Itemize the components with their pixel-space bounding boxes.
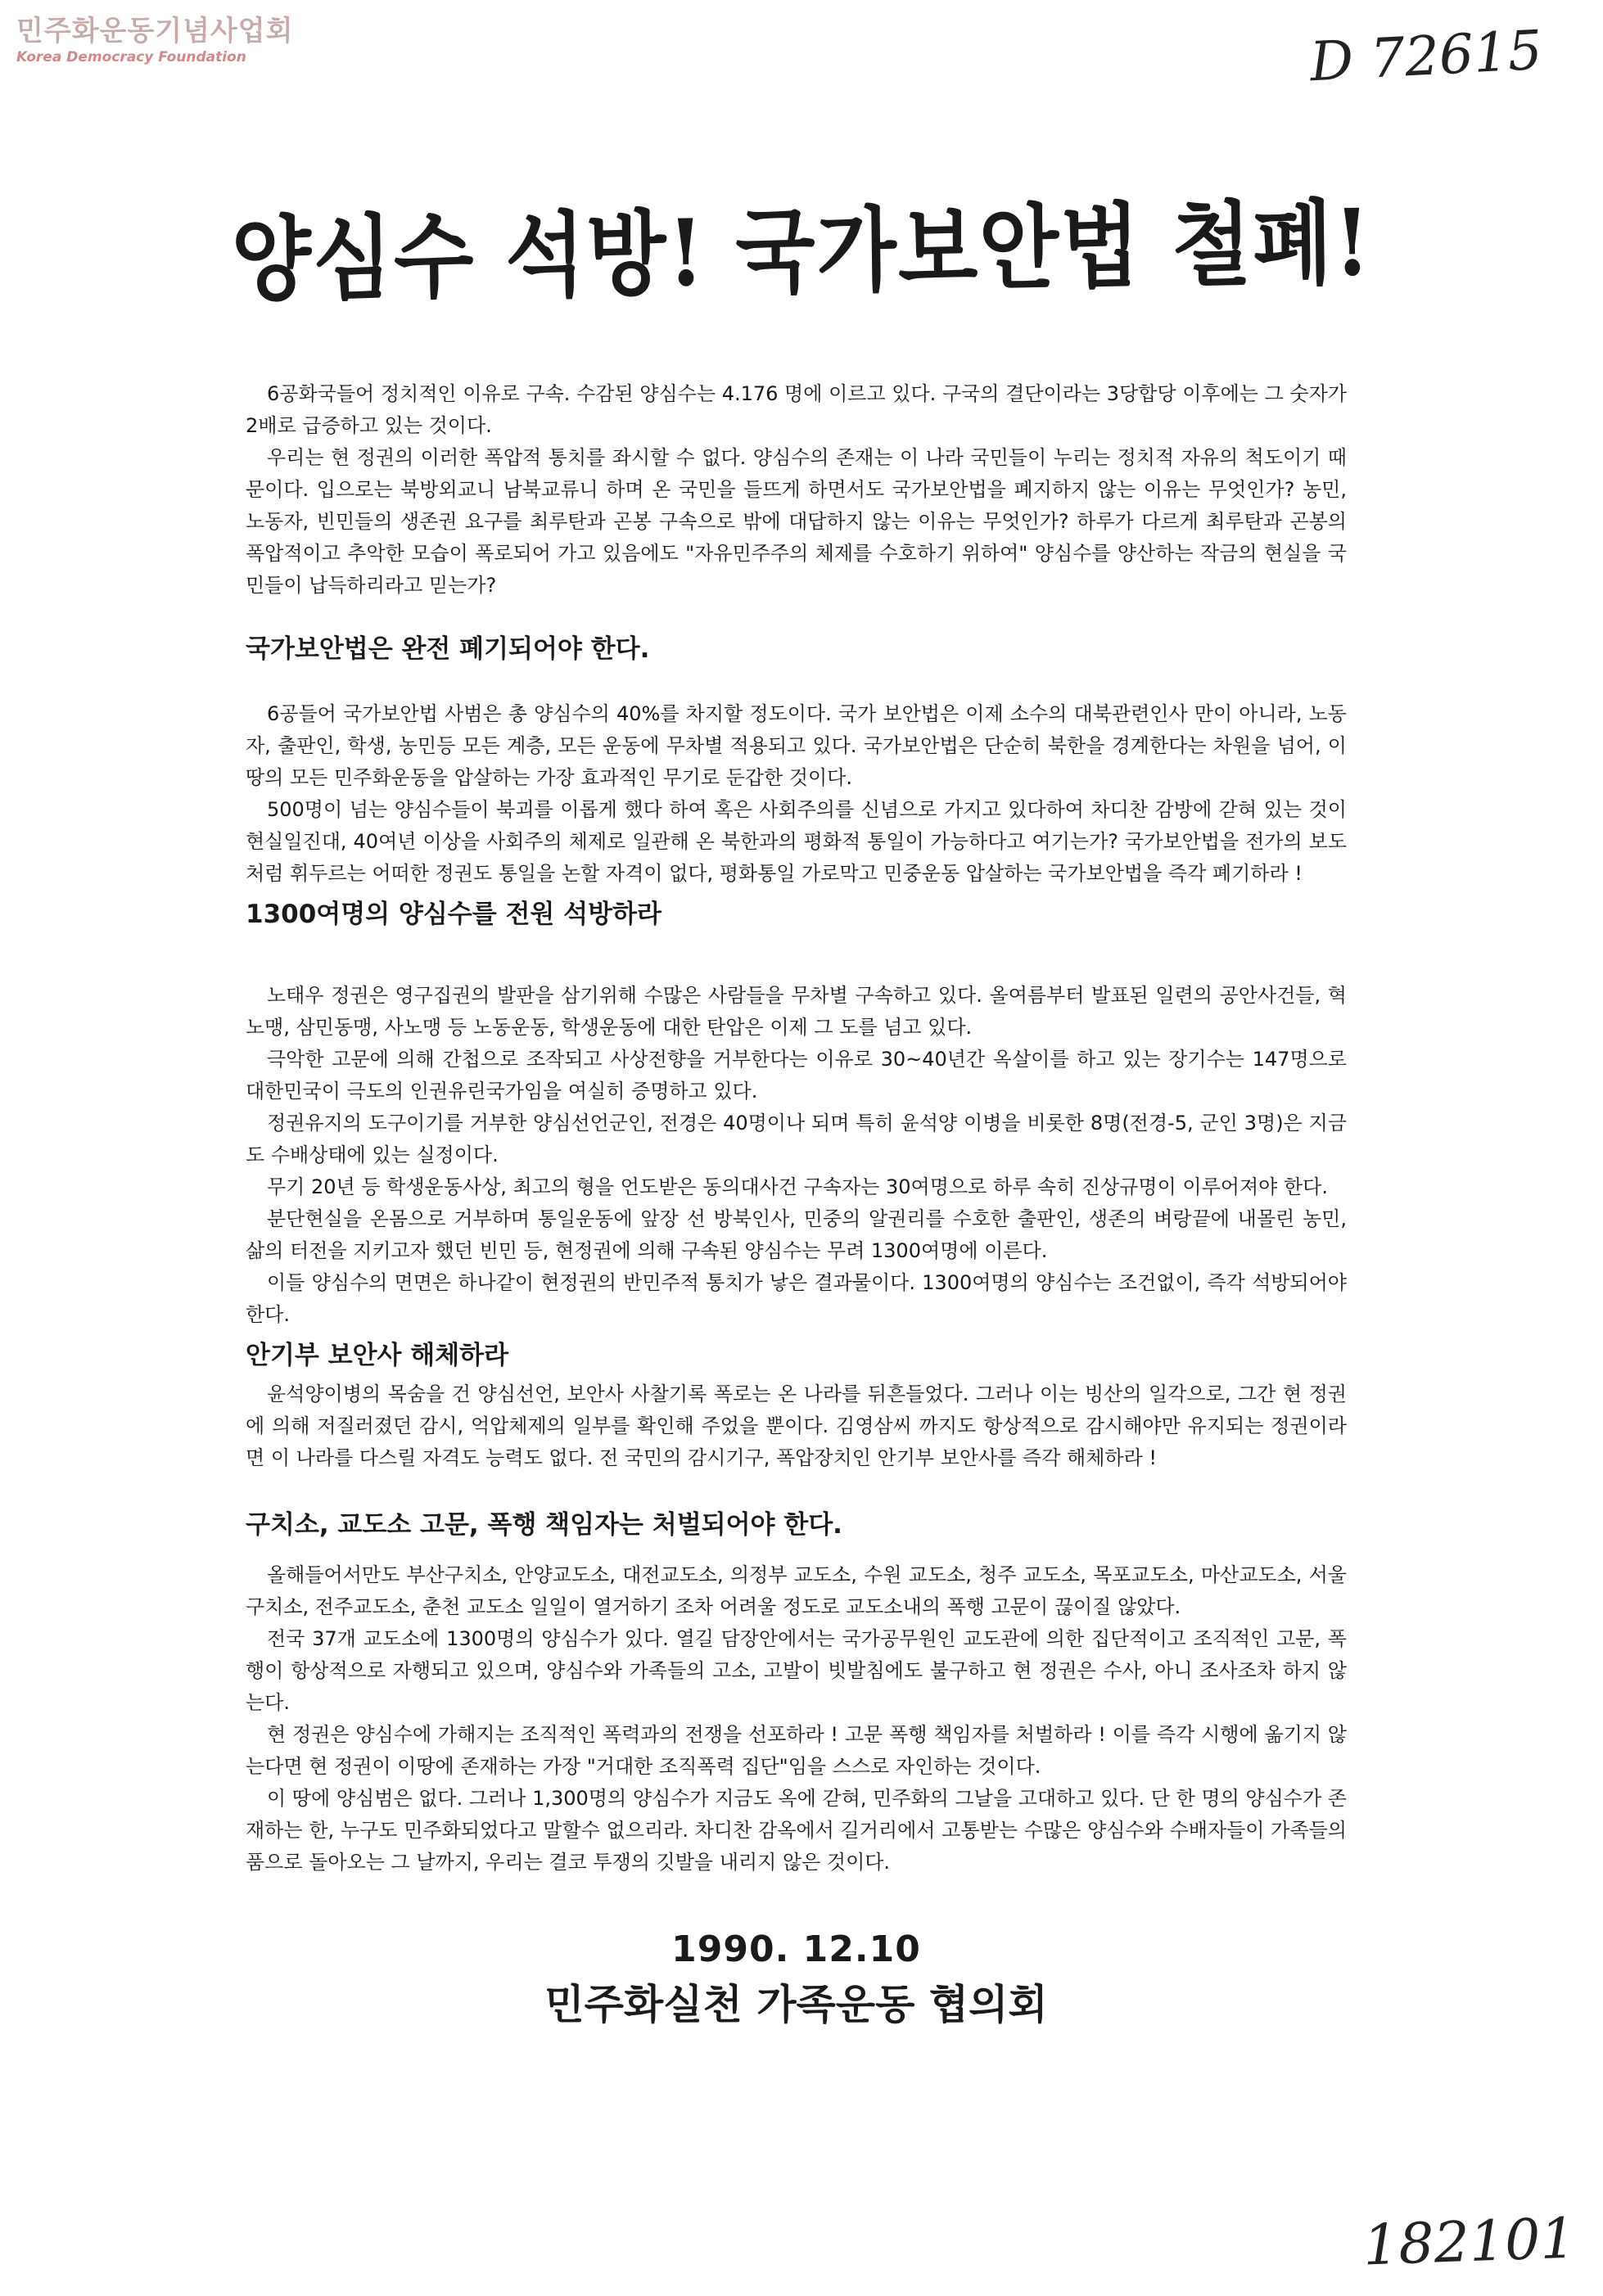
section-paragraph: 500명이 넘는 양심수들이 북괴를 이롭게 했다 하여 혹은 사회주의를 신념으로 가지고 있다하여 차디찬 감방에 갇혀 있는 것이 현실일진대, 40여년 이상을 사회주의 체제로 일관해 온 북한과의 평화적 통일이 가능하다고 여기는가? 국가보안법을 전가의 보도처럼 휘두르는 어떠한 정권도 통일을 논할 자격이 없다, 평화통일 가로막고 민중운동 압살하는 국가보안법을 즉각 폐기하라 ! bbox=[246, 798, 1347, 885]
watermark-english: Korea Democracy Foundation bbox=[16, 49, 246, 65]
intro-paragraph: 6공화국들어 정치적인 이유로 구속. 수감된 양심수는 4.176 명에 이르고 있다. 구국의 결단이라는 3당합당 이후에는 그 숫자가 2배로 급증하고 있는 것이다. bbox=[246, 382, 1347, 437]
issue-date: 1990. 12.10 bbox=[671, 1928, 921, 1970]
section-paragraph: 무기 20년 등 학생운동사상, 최고의 형을 언도받은 동의대사건 구속자는 30여명으로 하루 속히 진상규명이 이루어져야 한다. bbox=[267, 1175, 1328, 1198]
section-paragraph: 정권유지의 도구이기를 거부한 양심선언군인, 전경은 40명이나 되며 특히 윤석양 이병을 비롯한 8명(전경-5, 군인 3명)은 지금도 수배상태에 있는 실정이다. bbox=[246, 1112, 1347, 1166]
headline: 양심수 석방! 국가보안법 철폐! bbox=[230, 189, 1373, 314]
section-paragraph: 이 땅에 양심범은 없다. 그러나 1,300명의 양심수가 지금도 옥에 갇혀, 민주화의 그날을 고대하고 있다. 단 한 명의 양심수가 존재하는 한, 누구도 민주화되었다고 말할수 없으리라. 차디찬 감옥에서 길거리에서 고통받는 수많은 양심수와 수배자들이 가족들의 품으로 돌아오는 그 날까지, 우리는 결코 투쟁의 깃발을 내리지 않은 것이다. bbox=[246, 1787, 1347, 1874]
section-paragraph: 현 정권은 양심수에 가해지는 조직적인 폭력과의 전쟁을 선포하라 ! 고문 폭행 책임자를 처벌하라 ! 이를 즉각 시행에 옮기지 않는다면 현 정권이 이땅에 존재하는 가장 "거대한 조직폭력 집단"임을 스스로 자인하는 것이다. bbox=[246, 1723, 1347, 1778]
section-paragraph: 윤석양이병의 목숨을 건 양심선언, 보안사 사찰기록 폭로는 온 나라를 뒤흔들었다. 그러나 이는 빙산의 일각으로, 그간 현 정권에 의해 저질러졌던 감시, 억압체제의 일부를 확인해 주었을 뿐이다. 김영삼씨 까지도 항상적으로 감시해야만 유지되는 정권이라면 이 나라를 다스릴 자격도 능력도 없다. 전 국민의 감시기구, 폭압장치인 안기부 보안사를 즉각 해체하라 ! bbox=[246, 1383, 1347, 1469]
section-title-nsl-abolish: 국가보안법은 완전 폐기되어야 한다. bbox=[246, 634, 650, 664]
section-title-punish-torture: 구치소, 교도소 고문, 폭행 책임자는 처벌되어야 한다. bbox=[246, 1510, 842, 1540]
document-body bbox=[246, 378, 1347, 2028]
section-title-dismantle-agencies: 안기부 보안사 해체하라 bbox=[246, 1341, 509, 1370]
section-paragraph: 극악한 고문에 의해 간첩으로 조작되고 사상전향을 거부한다는 이유로 30~40년간 옥살이를 하고 있는 장기수는 147명으로 대한민국이 극도의 인권유린국가임을 여실히 증명하고 있다. bbox=[246, 1048, 1347, 1103]
section-paragraph: 노태우 정권은 영구집권의 발판을 삼기위해 수많은 사람들을 무차별 구속하고 있다. 올여름부터 발표된 일련의 공안사건들, 혁노맹, 삼민동맹, 사노맹 등 노동운동, 학생운동에 대한 탄압은 이제 그 도를 넘고 있다. bbox=[246, 984, 1347, 1039]
watermark-korean: 민주화운동기념사업회 bbox=[16, 15, 294, 47]
handwritten-archive-number: D 72615 bbox=[1308, 18, 1544, 94]
section-paragraph: 이들 양심수의 면면은 하나같이 현정권의 반민주적 통치가 낳은 결과물이다. 1300여명의 양심수는 조건없이, 즉각 석방되어야 한다. bbox=[246, 1271, 1347, 1326]
handwritten-page-number: 182101 bbox=[1361, 2206, 1577, 2279]
section-paragraph: 전국 37개 교도소에 1300명의 양심수가 있다. 열길 담장안에서는 국가공무원인 교도관에 의한 집단적이고 조직적인 고문, 폭행이 항상적으로 자행되고 있으며, 양심수와 가족들의 고소, 고발이 빗발침에도 불구하고 현 정권은 수사, 아니 조사조차 하지 않는다. bbox=[246, 1627, 1347, 1714]
issuing-organization: 민주화실천 가족운동 협의회 bbox=[544, 1981, 1048, 2028]
section-title-release-prisoners: 1300여명의 양심수를 전원 석방하라 bbox=[246, 900, 662, 929]
section-paragraph: 6공들어 국가보안법 사범은 총 양심수의 40%를 차지할 정도이다. 국가 보안법은 이제 소수의 대북관련인사 만이 아니라, 노동자, 출판인, 학생, 농민등 모든 계층, 모든 운동에 무차별 적용되고 있다. 국가보안법은 단순히 북한을 경계한다는 차원을 넘어, 이 땅의 모든 민주화운동을 압살하는 가장 효과적인 무기로 둔갑한 것이다. bbox=[246, 702, 1347, 789]
section-paragraph: 올해들어서만도 부산구치소, 안양교도소, 대전교도소, 의정부 교도소, 수원 교도소, 청주 교도소, 목포교도소, 마산교도소, 서울구치소, 전주교도소, 춘천 교도소 일일이 열거하기 조차 어려울 정도로 교도소내의 폭행 고문이 끊이질 않았다. bbox=[246, 1563, 1347, 1618]
foundation-watermark bbox=[16, 15, 293, 65]
intro-paragraph: 우리는 현 정권의 이러한 폭압적 통치를 좌시할 수 없다. 양심수의 존재는 이 나라 국민들이 누리는 정치적 자유의 척도이기 때문이다. 입으로는 북방외교니 남북교류니 하며 온 국민을 들뜨게 하면서도 국가보안법을 폐지하지 않는 이유는 무엇인가? 농민, 노동자, 빈민들의 생존권 요구를 최루탄과 곤봉 구속으로 밖에 대답하지 않는 이유는 무엇인가? 하루가 다르게 최루탄과 곤봉의 폭압적이고 추악한 모습이 폭로되어 가고 있음에도 "자유민주주의 체제를 수호하기 위하여" 양심수를 양산하는 작금의 현실을 국민들이 납득하리라고 믿는가? bbox=[246, 446, 1347, 597]
section-paragraph: 분단현실을 온몸으로 거부하며 통일운동에 앞장 선 방북인사, 민중의 알권리를 수호한 출판인, 생존의 벼랑끝에 내몰린 농민, 삶의 터전을 지키고자 했던 빈민 등, 현정권에 의해 구속된 양심수는 무려 1300여명에 이른다. bbox=[246, 1207, 1347, 1262]
